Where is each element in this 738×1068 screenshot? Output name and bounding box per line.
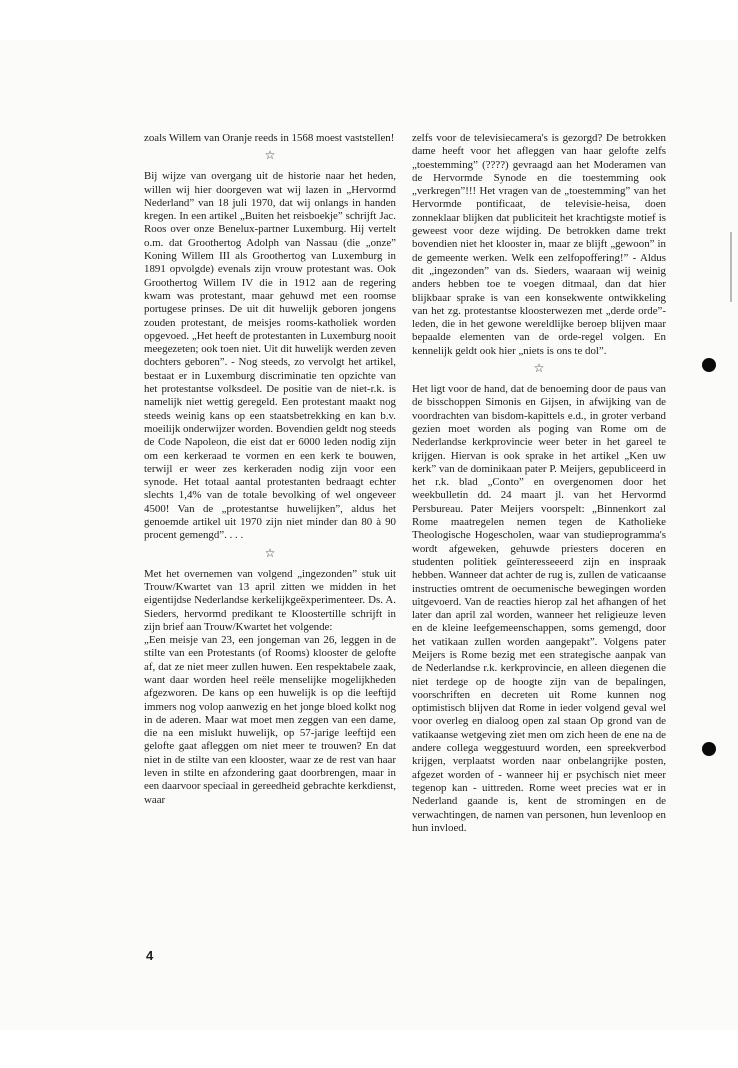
star-separator-icon: ☆ — [264, 545, 276, 560]
star-separator-icon: ☆ — [533, 361, 545, 376]
punch-hole-icon — [702, 742, 716, 756]
paragraph-ingezonden-continued: zelfs voor de televisiecamera's is gezorgd? De betrokken dame heeft voor het afleggen van haar gelofte zelfs „toestemming” (????) gevraagd aan het Moderamen van de Hervormde Synode en die toestemming ook „verkregen”!!! Het vragen van de „toestemming” van het Hervormde pontificaat, de televisie-heisa, doen zonneklaar blijken dat publiciteit het krachtigste motief is geweest voor deze wijding. De betrokken dame trekt bovendien niet het klooster in, maar ze blijft „gewoon” in de gemeente werken. Welk een zelfopoffering!” - Aldus dit „ingezonden” van ds. Sieders, waaraan wij weinig anders hebben toe te voegen ditmaal, dan dat hier blijkbaar sprake is van een konsekwente ontwikkeling van het zg. protestantse kloosterwezen met „derde orde”-leden, die in het gewone wereldlijke beroep blijven maar bepaalde elementen van de orde-regel volgen. En kennelijk geldt ook hier „niets is ons te dol”. — [412, 132, 666, 357]
left-column — [144, 132, 396, 807]
paragraph-ingezonden-intro: Met het overnemen van volgend „ingezonden” stuk uit Trouw/Kwartet van 13 april zitten we midden in het eigentijdse Nederlandse kerkelijkgeëxperimenteer. Ds. A. Sieders, hervormd predikant te Kloostertille schrijft in zijn brief aan Trouw/Kwartet het volgende: — [144, 567, 396, 633]
scan-edge-mark — [730, 232, 732, 302]
paragraph-ingezonden-quote: „Een meisje van 23, een jongeman van 26, leggen in de stilte van een Protestants (of Rooms) klooster de gelofte af, dat ze niet meer zullen huwen. Een respektabele zaak, want daar worden heel reële menselijke mogelijkheden afgezworen. De kans op een huwelijk is op die leeftijd immers nog volop aanwezig en het jonge bloed kolkt nog in de aderen. Maar wat moet men zeggen van een dame, die na een mislukt huwelijk, op 57-jarige leeftijd een gelofte gaat afleggen om niet meer te trouwen? En dat niet in de stilte van een klooster, waar ze de rest van haar leven in stilte en afzondering gaat doorbrengen, maar in een daarvoor speciaal in gereedheid gebrachte kerkdienst, waar — [144, 634, 396, 806]
punch-hole-icon — [702, 358, 716, 372]
right-column — [412, 132, 666, 835]
page-number: 4 — [146, 948, 154, 963]
paragraph-oranje-closing: zoals Willem van Oranje reeds in 1568 moest vaststellen! — [144, 132, 395, 144]
scan-border-top — [0, 0, 738, 40]
paragraph-luxemburg: Bij wijze van overgang uit de historie naar het heden, willen wij hier doorgeven wat wij lazen in „Hervormd Nederland” van 18 juli 1970, dat wij onlangs in handen kregen. In een artikel „Buiten het reisboekje” schrijft Jac. Roos over onze Benelux-partner Luxemburg. Hij vertelt o.m. dat Groothertog Adolph van Nassau (die „onze” Koning Willem III als Groothertog van Luxemburg in 1891 opvolgde) evenals zijn vrouw protestant was. Ook Groothertog Willem IV die in 1912 aan de regering kwam was protestant, maar gehuwd met een roomse portugese prinses. De uit dit huwelijk geboren jongens zouden protestant, de meisjes rooms-katholiek worden opgevoed. „Het heeft de protestanten in Luxemburg nooit meegezeten; ook toen niet. Uit dit huwelijk werden zeven dochters geboren”. - Nog steeds, zo vervolgt het artikel, bestaat er in Luxemburg discriminatie ten opzichte van het protestantse volksdeel. De positie van de niet-r.k. is namelijk niet wettig geregeld. Een protestant maakt nog steeds weinig kans op een staatsbetrekking en kan b.v. moeilijk onderwijzer worden. Bovendien geldt nog steeds de Code Napoleon, die eist dat er 6000 leden nodig zijn om een kerkeraad te vormen en een kerk te bouwen, terwijl er weer zes kerkeraden nodig zijn voor een synode. Het totaal aantal protestanten bedraagt echter slechts 1,4% van de totale bevolking of wel ongeveer 4500! Van de „protestantse huwelijken”, aldus het genoemde artikel uit 1970 zijn niet minder dan 80 à 90 procent gemengd”. . . . — [144, 170, 396, 542]
scan-border-bottom — [0, 1030, 738, 1068]
star-separator-icon: ☆ — [264, 148, 276, 163]
paragraph-bisschoppen-rome: Het ligt voor de hand, dat de benoeming door de paus van de bisschoppen Simonis en Gijsen, in afwijking van de voordrachten van bisdom-kapittels e.d., in groter verband gezien moet worden als poging van Rome om de Nederlandse kerkprovincie weer beter in het gareel te krijgen. Hiervan is ook sprake in het artikel „Ken uw kerk” van de dominikaan pater P. Meijers, gepubliceerd in het r.k. blad „Conto” en overgenomen door het weekbulletin dd. 24 maart jl. van het Hervormd Persbureau. Pater Meijers voorspelt: „Binnenkort zal Rome maatregelen nemen tegen de Katholieke Theologische Hogescholen, waar van studieprogramma's wordt afgeweken, gehuwde priesters doceren en studenten politiek geïnteresseeerd zijn en inspraak hebben. Wanneer dat achter de rug is, zullen de vaticaanse instructies omtrent de oecumenische bewegingen worden uitgevoerd. Van de reacties hierop zal het afhangen of het later dan april zal worden, wanneer het religieuze leven en de kleine leefgemeenschappen, soms gemengd, door het vatikaan zullen worden aangepakt”. Volgens pater Meijers is Rome bezig met een strategische aanpak van de Nederlandse r.k. kerkprovincie, en alleen diegenen die niet terdege op de hoogte zijn van de bepalingen, voorschriften en decreten uit Rome kunnen nog optimistisch blijven dat Rome in ieder volgend geval wel voor overleg en dialoog open zal staan Op grond van de vatikaanse wetgeving ziet men om zich heen de ene na de andere collega weggestuurd worden, een spreekverbod krijgen, verplaatst worden naar onbelangrijke posten, afgezet worden of - wanneer hij er psychisch niet meer tegenop kan - uittreden. Rome weet precies wat er in Nederland gaande is, kent de stromingen en de verwachtingen, de namen van personen, hun levenloop en hun invloed. — [412, 383, 666, 834]
document-page — [0, 40, 738, 1030]
